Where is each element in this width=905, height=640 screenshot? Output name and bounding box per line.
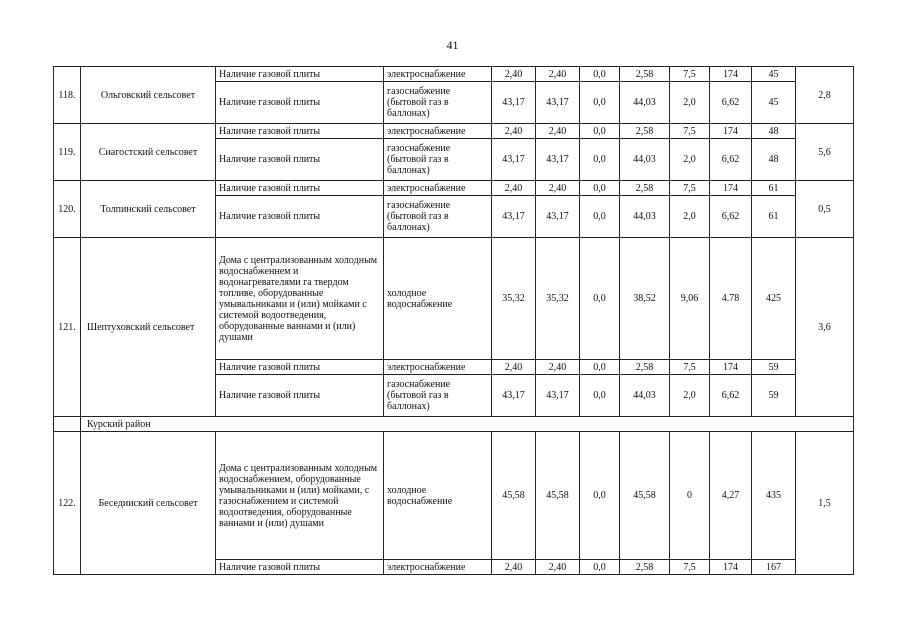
condition-cell: Наличие газовой плиты (216, 181, 384, 196)
total-cell: 5,6 (796, 124, 854, 181)
service-cell: электроснабжение (384, 560, 492, 575)
total-cell: 2,8 (796, 67, 854, 124)
value-cell: 44,03 (620, 375, 670, 417)
value-cell: 7,5 (670, 181, 710, 196)
value-cell: 45,58 (620, 432, 670, 560)
value-cell: 425 (752, 238, 796, 360)
condition-cell: Наличие газовой плиты (216, 82, 384, 124)
total-cell: 0,5 (796, 181, 854, 238)
value-cell: 2,40 (536, 360, 580, 375)
row-number: 119. (54, 124, 81, 181)
settlement-name: Ольговский сельсовет (81, 67, 216, 124)
value-cell: 45,58 (536, 432, 580, 560)
value-cell: 2,40 (492, 360, 536, 375)
value-cell: 0,0 (580, 181, 620, 196)
value-cell: 0,0 (580, 67, 620, 82)
value-cell: 0,0 (580, 139, 620, 181)
value-cell: 45 (752, 67, 796, 82)
value-cell: 2,0 (670, 139, 710, 181)
value-cell: 43,17 (492, 196, 536, 238)
condition-cell: Наличие газовой плиты (216, 139, 384, 181)
district-name: Курский район (81, 417, 854, 432)
service-cell: электроснабжение (384, 181, 492, 196)
value-cell: 0,0 (580, 238, 620, 360)
value-cell: 2,58 (620, 67, 670, 82)
value-cell: 2,40 (492, 124, 536, 139)
condition-cell: Наличие газовой плиты (216, 375, 384, 417)
total-cell: 1,5 (796, 432, 854, 575)
value-cell: 43,17 (536, 196, 580, 238)
value-cell: 9,06 (670, 238, 710, 360)
value-cell: 6,62 (710, 139, 752, 181)
condition-cell: Наличие газовой плиты (216, 560, 384, 575)
row-number: 120. (54, 181, 81, 238)
value-cell: 4,27 (710, 432, 752, 560)
service-cell: холодное водоснабжение (384, 432, 492, 560)
table-row (54, 432, 854, 560)
value-cell: 174 (710, 560, 752, 575)
value-cell: 43,17 (492, 139, 536, 181)
table-row (54, 124, 854, 139)
value-cell: 2,40 (536, 560, 580, 575)
row-number: 121. (54, 238, 81, 417)
value-cell: 0,0 (580, 124, 620, 139)
table-row (54, 238, 854, 360)
value-cell: 2,40 (536, 67, 580, 82)
condition-cell: Наличие газовой плиты (216, 67, 384, 82)
condition-cell: Дома с централизованным холодным водоснабжением, оборудованные умывальниками и (или) мойками, с газоснабжением и системой водоотведения, оборудованные ваннами и (или) душами (216, 432, 384, 560)
settlement-name: Сиагостский сельсовет (81, 124, 216, 181)
value-cell: 2,40 (536, 124, 580, 139)
value-cell: 44,03 (620, 82, 670, 124)
value-cell: 2,58 (620, 360, 670, 375)
value-cell: 43,17 (536, 82, 580, 124)
value-cell: 48 (752, 139, 796, 181)
value-cell: 174 (710, 124, 752, 139)
service-cell: газоснабжение (бытовой газ в баллонах) (384, 196, 492, 238)
value-cell: 174 (710, 181, 752, 196)
value-cell: 174 (710, 67, 752, 82)
value-cell: 435 (752, 432, 796, 560)
value-cell: 0 (670, 432, 710, 560)
value-cell: 0,0 (580, 196, 620, 238)
value-cell: 4.78 (710, 238, 752, 360)
value-cell: 44,03 (620, 139, 670, 181)
value-cell: 6,62 (710, 375, 752, 417)
value-cell: 2,40 (492, 181, 536, 196)
value-cell: 2,0 (670, 375, 710, 417)
value-cell: 0,0 (580, 375, 620, 417)
value-cell: 61 (752, 196, 796, 238)
service-cell: газоснабжение (бытовой газ в баллонах) (384, 375, 492, 417)
settlement-name: Беседииский сельсовет (81, 432, 216, 575)
value-cell: 44,03 (620, 196, 670, 238)
value-cell: 0,0 (580, 560, 620, 575)
value-cell: 35,32 (492, 238, 536, 360)
table-row (54, 67, 854, 82)
value-cell: 0,0 (580, 360, 620, 375)
value-cell: 48 (752, 124, 796, 139)
value-cell: 61 (752, 181, 796, 196)
table-row (54, 181, 854, 196)
condition-cell: Наличие газовой плиты (216, 360, 384, 375)
condition-cell: Наличие газовой плиты (216, 196, 384, 238)
service-cell: электроснабжение (384, 67, 492, 82)
value-cell: 43,17 (536, 375, 580, 417)
total-cell: 3,6 (796, 238, 854, 417)
value-cell: 38,52 (620, 238, 670, 360)
condition-cell: Наличие газовой плиты (216, 124, 384, 139)
value-cell: 0,0 (580, 82, 620, 124)
value-cell: 43,17 (536, 139, 580, 181)
service-cell: газоснабжение (бытовой газ в баллонах) (384, 139, 492, 181)
tariff-table (53, 66, 854, 575)
settlement-name: Шептуховский сельсовет (81, 238, 216, 417)
value-cell: 7,5 (670, 360, 710, 375)
service-cell: электроснабжение (384, 124, 492, 139)
value-cell: 6,62 (710, 82, 752, 124)
value-cell: 7,5 (670, 560, 710, 575)
value-cell: 45,58 (492, 432, 536, 560)
settlement-name: Толпинский сельсовет (81, 181, 216, 238)
service-cell: газоснабжение (бытовой газ в баллонах) (384, 82, 492, 124)
value-cell: 7,5 (670, 67, 710, 82)
value-cell: 2,40 (492, 67, 536, 82)
value-cell: 2,0 (670, 196, 710, 238)
value-cell: 2,58 (620, 560, 670, 575)
page-number: 41 (446, 38, 459, 52)
value-cell: 43,17 (492, 82, 536, 124)
service-cell: холодное водоснабжение (384, 238, 492, 360)
value-cell: 59 (752, 360, 796, 375)
value-cell: 35,32 (536, 238, 580, 360)
value-cell: 43,17 (492, 375, 536, 417)
value-cell: 2,40 (536, 181, 580, 196)
value-cell: 2,40 (492, 560, 536, 575)
service-cell: электроснабжение (384, 360, 492, 375)
row-number: 118. (54, 67, 81, 124)
value-cell: 45 (752, 82, 796, 124)
condition-cell: Дома с централизованным холодным водоснабженнем и водонагревателями га твердом топливе, оборудованные умывальниками и (или) мойками с системой водоотведения, оборудованные ваннами и (или) душами (216, 238, 384, 360)
row-number: 122. (54, 432, 81, 575)
value-cell: 0,0 (580, 432, 620, 560)
value-cell: 167 (752, 560, 796, 575)
value-cell: 59 (752, 375, 796, 417)
value-cell: 7,5 (670, 124, 710, 139)
value-cell: 2,58 (620, 181, 670, 196)
value-cell: 2,58 (620, 124, 670, 139)
value-cell: 174 (710, 360, 752, 375)
value-cell: 2,0 (670, 82, 710, 124)
value-cell: 6,62 (710, 196, 752, 238)
table-row (54, 417, 854, 432)
